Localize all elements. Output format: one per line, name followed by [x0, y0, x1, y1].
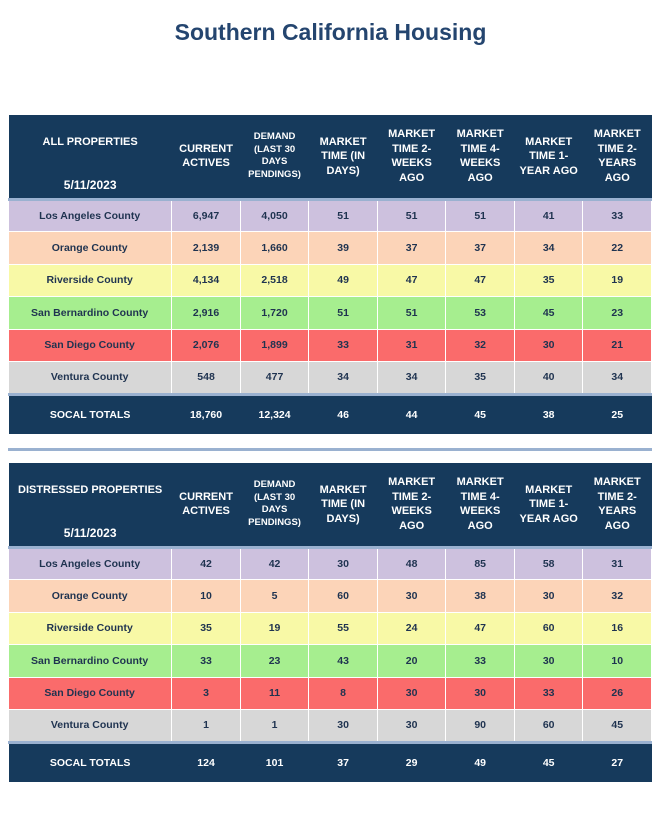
value-cell: 5 — [240, 580, 309, 613]
value-cell: 11 — [240, 677, 309, 710]
value-cell: 32 — [583, 580, 652, 613]
value-cell: 34 — [514, 232, 583, 265]
county-name-cell: Los Angeles County — [9, 199, 172, 232]
table-header-row — [9, 463, 652, 547]
value-cell: 35 — [446, 362, 515, 395]
value-cell: 34 — [377, 362, 446, 395]
value-cell: 2,518 — [240, 264, 309, 297]
table-row — [9, 547, 652, 580]
table-label-cell — [9, 115, 172, 199]
value-cell: 30 — [514, 580, 583, 613]
totals-value-cell: 44 — [377, 394, 446, 434]
totals-value-cell: 45 — [446, 394, 515, 434]
value-cell: 55 — [309, 612, 378, 645]
value-cell: 45 — [583, 710, 652, 743]
value-cell: 10 — [172, 580, 241, 613]
value-cell: 51 — [377, 199, 446, 232]
totals-value-cell: 29 — [377, 742, 446, 782]
totals-value-cell: 101 — [240, 742, 309, 782]
totals-value-cell: 124 — [172, 742, 241, 782]
table-body — [9, 199, 652, 434]
value-cell: 1 — [172, 710, 241, 743]
table-row — [9, 710, 652, 743]
value-cell: 30 — [446, 677, 515, 710]
value-cell: 42 — [240, 547, 309, 580]
value-cell: 20 — [377, 645, 446, 678]
county-name-cell: Orange County — [9, 232, 172, 265]
value-cell: 49 — [309, 264, 378, 297]
value-cell: 35 — [172, 612, 241, 645]
totals-value-cell: 12,324 — [240, 394, 309, 434]
value-cell: 60 — [514, 612, 583, 645]
value-cell: 23 — [583, 297, 652, 330]
value-cell: 10 — [583, 645, 652, 678]
value-cell: 51 — [446, 199, 515, 232]
value-cell: 1 — [240, 710, 309, 743]
totals-value-cell: 45 — [514, 742, 583, 782]
value-cell: 1,660 — [240, 232, 309, 265]
value-cell: 30 — [514, 645, 583, 678]
value-cell: 33 — [583, 199, 652, 232]
value-cell: 58 — [514, 547, 583, 580]
table-row — [9, 580, 652, 613]
value-cell: 47 — [446, 612, 515, 645]
value-cell: 47 — [377, 264, 446, 297]
value-cell: 33 — [446, 645, 515, 678]
value-cell: 51 — [309, 297, 378, 330]
county-name-cell: San Bernardino County — [9, 297, 172, 330]
value-cell: 51 — [309, 199, 378, 232]
table-row — [9, 264, 652, 297]
totals-value-cell: 46 — [309, 394, 378, 434]
col-header-market-time-2-years: MARKET TIME 2-YEARS AGO — [583, 115, 652, 199]
totals-row — [9, 742, 652, 782]
table-label: ALL PROPERTIES — [42, 136, 138, 148]
col-header-market-time-4-weeks: MARKET TIME 4-WEEKS AGO — [446, 115, 515, 199]
value-cell: 60 — [514, 710, 583, 743]
value-cell: 1,720 — [240, 297, 309, 330]
county-name-cell: San Diego County — [9, 329, 172, 362]
value-cell: 53 — [446, 297, 515, 330]
table-row — [9, 199, 652, 232]
county-name-cell: San Diego County — [9, 677, 172, 710]
totals-value-cell: 49 — [446, 742, 515, 782]
value-cell: 33 — [172, 645, 241, 678]
value-cell: 4,134 — [172, 264, 241, 297]
table-label-cell — [9, 463, 172, 547]
value-cell: 40 — [514, 362, 583, 395]
col-header-market-time-2-weeks: MARKET TIME 2-WEEKS AGO — [377, 463, 446, 547]
value-cell: 32 — [446, 329, 515, 362]
totals-value-cell: 37 — [309, 742, 378, 782]
value-cell: 30 — [514, 329, 583, 362]
value-cell: 24 — [377, 612, 446, 645]
table-date: 5/11/2023 — [63, 526, 117, 540]
value-cell: 16 — [583, 612, 652, 645]
county-name-cell: San Bernardino County — [9, 645, 172, 678]
table-header-row — [9, 115, 652, 199]
value-cell: 1,899 — [240, 329, 309, 362]
table-body — [9, 547, 652, 782]
value-cell: 26 — [583, 677, 652, 710]
totals-label: SOCAL TOTALS — [9, 394, 172, 434]
value-cell: 45 — [514, 297, 583, 330]
all-properties-table — [8, 115, 652, 434]
table-row — [9, 645, 652, 678]
table-row — [9, 677, 652, 710]
value-cell: 39 — [309, 232, 378, 265]
col-header-market-time-1-year: MARKET TIME 1-YEAR AGO — [514, 463, 583, 547]
value-cell: 30 — [377, 677, 446, 710]
col-header-market-time: MARKET TIME (IN DAYS) — [309, 463, 378, 547]
totals-value-cell: 18,760 — [172, 394, 241, 434]
table-row — [9, 297, 652, 330]
value-cell: 2,076 — [172, 329, 241, 362]
value-cell: 33 — [309, 329, 378, 362]
col-header-market-time-4-weeks: MARKET TIME 4-WEEKS AGO — [446, 463, 515, 547]
value-cell: 21 — [583, 329, 652, 362]
value-cell: 85 — [446, 547, 515, 580]
value-cell: 31 — [583, 547, 652, 580]
county-name-cell: Orange County — [9, 580, 172, 613]
table-row — [9, 232, 652, 265]
value-cell: 19 — [583, 264, 652, 297]
value-cell: 3 — [172, 677, 241, 710]
col-header-current-actives: CURRENT ACTIVES — [172, 115, 241, 199]
county-name-cell: Ventura County — [9, 710, 172, 743]
col-header-current-actives: CURRENT ACTIVES — [172, 463, 241, 547]
county-name-cell: Los Angeles County — [9, 547, 172, 580]
value-cell: 548 — [172, 362, 241, 395]
table-date: 5/11/2023 — [63, 178, 117, 192]
col-header-market-time-2-years: MARKET TIME 2-YEARS AGO — [583, 463, 652, 547]
value-cell: 48 — [377, 547, 446, 580]
value-cell: 23 — [240, 645, 309, 678]
value-cell: 31 — [377, 329, 446, 362]
value-cell: 34 — [583, 362, 652, 395]
value-cell: 22 — [583, 232, 652, 265]
value-cell: 90 — [446, 710, 515, 743]
value-cell: 51 — [377, 297, 446, 330]
table-row — [9, 362, 652, 395]
value-cell: 43 — [309, 645, 378, 678]
col-header-market-time: MARKET TIME (IN DAYS) — [309, 115, 378, 199]
value-cell: 41 — [514, 199, 583, 232]
value-cell: 6,947 — [172, 199, 241, 232]
value-cell: 477 — [240, 362, 309, 395]
value-cell: 4,050 — [240, 199, 309, 232]
value-cell: 8 — [309, 677, 378, 710]
col-header-market-time-2-weeks: MARKET TIME 2-WEEKS AGO — [377, 115, 446, 199]
value-cell: 2,139 — [172, 232, 241, 265]
totals-row — [9, 394, 652, 434]
totals-value-cell: 27 — [583, 742, 652, 782]
value-cell: 60 — [309, 580, 378, 613]
page-title: Southern California Housing — [174, 19, 487, 45]
col-header-demand: DEMAND (LAST 30 DAYS PENDINGS) — [240, 115, 309, 199]
county-name-cell: Riverside County — [9, 612, 172, 645]
value-cell: 30 — [377, 710, 446, 743]
value-cell: 38 — [446, 580, 515, 613]
value-cell: 37 — [446, 232, 515, 265]
value-cell: 37 — [377, 232, 446, 265]
value-cell: 30 — [309, 547, 378, 580]
value-cell: 19 — [240, 612, 309, 645]
value-cell: 2,916 — [172, 297, 241, 330]
table-divider — [8, 448, 652, 451]
value-cell: 42 — [172, 547, 241, 580]
county-name-cell: Riverside County — [9, 264, 172, 297]
county-name-cell: Ventura County — [9, 362, 172, 395]
value-cell: 30 — [309, 710, 378, 743]
value-cell: 34 — [309, 362, 378, 395]
value-cell: 30 — [377, 580, 446, 613]
value-cell: 35 — [514, 264, 583, 297]
value-cell: 33 — [514, 677, 583, 710]
totals-label: SOCAL TOTALS — [9, 742, 172, 782]
totals-value-cell: 25 — [583, 394, 652, 434]
table-row — [9, 612, 652, 645]
col-header-market-time-1-year: MARKET TIME 1-YEAR AGO — [514, 115, 583, 199]
distressed-properties-table — [8, 463, 652, 782]
col-header-demand: DEMAND (LAST 30 DAYS PENDINGS) — [240, 463, 309, 547]
value-cell: 47 — [446, 264, 515, 297]
totals-value-cell: 38 — [514, 394, 583, 434]
table-label: DISTRESSED PROPERTIES — [18, 484, 163, 496]
table-row — [9, 329, 652, 362]
